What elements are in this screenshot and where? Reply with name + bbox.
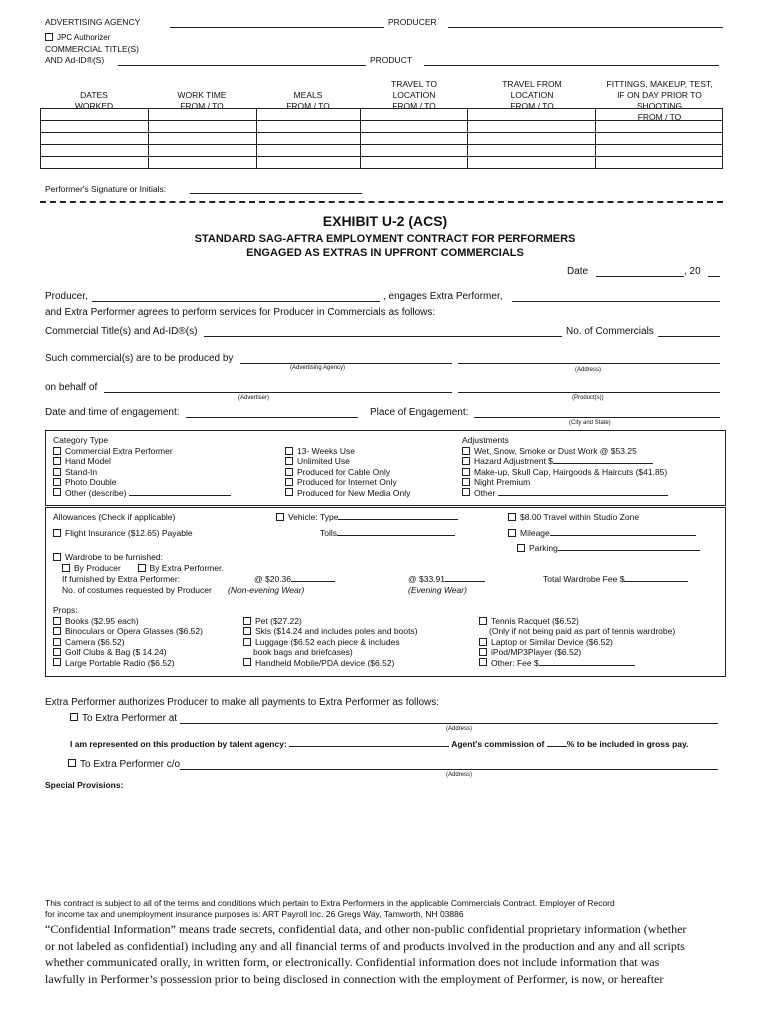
by-producer-checkbox[interactable]: [62, 564, 70, 572]
prop-item[interactable]: Laptop or Similar Device ($6.52): [479, 637, 675, 647]
checkbox[interactable]: [285, 478, 293, 486]
header-work-time: WORK TIME FROM / TO: [177, 90, 227, 111]
checkbox[interactable]: [479, 617, 487, 625]
travel-zone-row[interactable]: $8.00 Travel within Studio Zone: [508, 512, 639, 522]
table-row[interactable]: [41, 133, 723, 145]
signature-field[interactable]: [190, 193, 362, 194]
rate2-field[interactable]: [445, 581, 485, 582]
product-label: PRODUCT: [370, 55, 413, 65]
props-list-3: [479, 616, 675, 668]
table-row[interactable]: [41, 145, 723, 157]
commercial-adid-label: Commercial Title(s) and Ad-ID®(s): [45, 326, 198, 337]
adjustment-item[interactable]: Other: [462, 488, 668, 498]
tolls-field[interactable]: [337, 535, 455, 536]
prop-item[interactable]: Golf Clubs & Bag ($ 14.24): [53, 647, 203, 657]
prop-item[interactable]: Other: Fee $: [479, 658, 675, 668]
address-caption-2: (Address): [446, 772, 473, 778]
category-item[interactable]: Commercial Extra Performer: [53, 446, 231, 456]
commission-field[interactable]: [547, 746, 567, 747]
confidential-line-3: whether communicated orally, in written form, or electronically. Confidential information does not include information that was: [45, 955, 660, 969]
mileage-checkbox[interactable]: [508, 529, 516, 537]
category-item[interactable]: Stand-In: [53, 467, 231, 477]
header-travel-to: TRAVEL TO LOCATION FROM / TO: [391, 79, 437, 111]
usage-item[interactable]: Unlimited Use: [285, 456, 410, 466]
address-caption: (Address): [575, 367, 602, 373]
props-list-2: [243, 616, 418, 668]
jpc-label: JPC Authorizer: [57, 33, 111, 42]
rate1-row[interactable]: @ $20.36: [254, 574, 335, 584]
to-extra-at-field[interactable]: [180, 723, 718, 724]
address-caption-1: (Address): [446, 726, 473, 732]
no-commercials-label: No. of Commercials: [566, 326, 654, 337]
agency-address-field[interactable]: [458, 363, 720, 364]
talent-agency-field[interactable]: [289, 746, 449, 747]
mileage-row[interactable]: Mileage: [508, 528, 696, 538]
adjustment-item[interactable]: Hazard Adjustment $: [462, 456, 668, 466]
contract-subtitle-2: ENGAGED AS EXTRAS IN UPFRONT COMMERCIALS: [246, 247, 524, 259]
commercial-title-label: COMMERCIAL TITLE(S): [45, 44, 139, 54]
allowances-title: Allowances (Check if applicable): [53, 512, 176, 522]
header-travel-from: TRAVEL FROM LOCATION FROM / TO: [502, 79, 562, 111]
total-wardrobe-row[interactable]: Total Wardrobe Fee $: [543, 574, 688, 584]
other-adjustment-field[interactable]: [498, 495, 668, 496]
wardrobe-row[interactable]: Wardrobe to be furnished:: [53, 552, 163, 562]
prop-item[interactable]: Binoculars or Opera Glasses ($6.52): [53, 626, 203, 636]
category-title: Category Type: [53, 435, 109, 445]
usage-list: [285, 446, 410, 498]
prop-item-cont: book bags and briefcases): [253, 647, 353, 658]
checkbox[interactable]: [53, 478, 61, 486]
agrees-text: and Extra Performer agrees to perform services for Producer in Commercials as follows:: [45, 307, 436, 318]
producer-name-field[interactable]: [92, 301, 380, 302]
place-field[interactable]: [474, 417, 720, 418]
confidential-line-4: lawfully in Performer’s possession prior to being disclosed in connection with the employment of Performer, is now, or hereafter: [45, 972, 664, 986]
adjustments-title: Adjustments: [462, 435, 509, 445]
product-field[interactable]: [424, 65, 719, 66]
confidential-line-2: or not labeled as confidential) including any and all financial terms of and products involved in the production and any and all scripts: [45, 939, 685, 953]
no-commercials-field[interactable]: [658, 336, 720, 337]
travel-zone-checkbox[interactable]: [508, 513, 516, 521]
checkbox[interactable]: [53, 447, 61, 455]
date-label: Date: [567, 266, 589, 277]
terms-text-2: for income tax and unemployment insurance purposes is: ART Payroll Inc. 26 Gregs Way, Tamworth, NH 03886: [45, 909, 464, 919]
agency-label: ADVERTISING AGENCY: [45, 17, 141, 27]
advertiser-field[interactable]: [104, 392, 452, 393]
prop-item[interactable]: Pet ($27.22): [243, 616, 418, 626]
produced-by-field[interactable]: [240, 363, 452, 364]
checkbox[interactable]: [285, 468, 293, 476]
table-row[interactable]: [41, 157, 723, 169]
header-meals: MEALS FROM / TO: [286, 90, 330, 111]
checkbox[interactable]: [53, 468, 61, 476]
products-caption: (Product(s)): [572, 395, 604, 401]
rate1-caption: (Non-evening Wear): [228, 585, 305, 595]
checkbox[interactable]: [462, 447, 470, 455]
checkbox[interactable]: [243, 658, 251, 666]
produced-by-label: Such commercial(s) are to be produced by: [45, 353, 234, 364]
header-dates: DATES WORKED: [74, 90, 114, 111]
signature-label: Performer's Signature or Initials:: [45, 184, 167, 194]
hazard-amount-field[interactable]: [553, 463, 653, 464]
parking-field[interactable]: [558, 550, 700, 551]
parking-row[interactable]: Parking: [517, 543, 700, 553]
products-field[interactable]: [458, 392, 720, 393]
authorizes-text: Extra Performer authorizes Producer to make all payments to Extra Performer as follows:: [45, 697, 440, 708]
flight-checkbox[interactable]: [53, 529, 61, 537]
date-year-label: , 20: [684, 266, 701, 277]
props-list-1: [53, 616, 203, 668]
checkbox[interactable]: [462, 478, 470, 486]
producer-name-label: Producer,: [45, 291, 88, 302]
usage-item[interactable]: Produced for Cable Only: [285, 467, 410, 477]
prop-item[interactable]: Luggage ($6.52 each piece & includes: [243, 637, 418, 647]
mileage-field[interactable]: [550, 535, 696, 536]
flight-row[interactable]: Flight Insurance ($12.65) Payable: [53, 528, 193, 538]
tolls-row[interactable]: Tolls: [320, 528, 455, 538]
checkbox[interactable]: [243, 627, 251, 635]
work-time-table: [40, 108, 723, 169]
to-extra-at-row[interactable]: To Extra Performer at: [70, 713, 177, 724]
wardrobe-checkbox[interactable]: [53, 553, 61, 561]
advertiser-caption: (Advertiser): [238, 395, 270, 401]
checkbox[interactable]: [462, 457, 470, 465]
checkbox[interactable]: [53, 658, 61, 666]
checkbox[interactable]: [285, 447, 293, 455]
producer-field[interactable]: [448, 27, 723, 28]
date-field[interactable]: [596, 276, 684, 277]
checkbox[interactable]: [53, 638, 61, 646]
prop-item[interactable]: Skis ($14.24 and includes poles and boots): [243, 626, 418, 636]
vehicle-checkbox[interactable]: [276, 513, 284, 521]
adjustments-list: [462, 446, 668, 498]
prop-item[interactable]: Camera ($6.52): [53, 637, 203, 647]
advertising-agency-caption: (Advertising Agency): [290, 365, 346, 371]
jpc-checkbox[interactable]: [45, 33, 53, 41]
category-list: [53, 446, 231, 498]
commercial-adid-field[interactable]: [204, 336, 562, 337]
if-furnished-label: If furnished by Extra Performer:: [62, 574, 181, 584]
usage-item[interactable]: Produced for New Media Only: [285, 488, 410, 498]
usage-item[interactable]: 13- Weeks Use: [285, 446, 410, 456]
checkbox[interactable]: [479, 658, 487, 666]
no-costumes-label: No. of costumes requested by Producer: [62, 585, 212, 595]
checkbox[interactable]: [462, 468, 470, 476]
header-fittings: FITTINGS, MAKEUP, TEST, IF ON DAY PRIOR TO SHOOTING FROM / TO: [606, 79, 713, 122]
vehicle-type-field[interactable]: [338, 519, 458, 520]
checkbox[interactable]: [53, 627, 61, 635]
checkbox[interactable]: [479, 638, 487, 646]
category-item[interactable]: Other (describe): [53, 488, 231, 498]
checkbox[interactable]: [243, 617, 251, 625]
by-extra-checkbox[interactable]: [138, 564, 146, 572]
prop-item[interactable]: iPod/MP3Player ($6.52): [479, 647, 675, 657]
engagement-label: Date and time of engagement:: [45, 407, 180, 418]
table-row[interactable]: [41, 109, 723, 121]
terms-text-1: This contract is subject to all of the terms and conditions which pertain to Extra Performers in the applicable Commercials Contract. Employer of Record: [45, 898, 615, 908]
year-field[interactable]: [708, 276, 720, 277]
checkbox[interactable]: [243, 638, 251, 646]
rate2-caption: (Evening Wear): [408, 585, 467, 595]
producer-label: PRODUCER: [388, 17, 437, 27]
adjustment-item[interactable]: Wet, Snow, Smoke or Dust Work @ $53.25: [462, 446, 668, 456]
props-title: Props:: [53, 605, 78, 615]
commercial-title-field[interactable]: [118, 65, 366, 66]
on-behalf-label: on behalf of: [45, 382, 98, 393]
confidential-line-1: “Confidential Information” means trade secrets, confidential data, and other non-public confidential proprietary information (whether: [45, 922, 687, 936]
by-extra-label: By Extra Performer.: [149, 563, 224, 573]
rate2-row[interactable]: @ $33.91: [408, 574, 485, 584]
adid-label: AND Ad-ID®(S): [45, 55, 105, 65]
extra-performer-field[interactable]: [512, 301, 720, 302]
checkbox[interactable]: [53, 457, 61, 465]
adjustment-item[interactable]: Night Premium: [462, 477, 668, 487]
contract-title: EXHIBIT U-2 (ACS): [322, 213, 448, 229]
checkbox[interactable]: [479, 648, 487, 656]
parking-checkbox[interactable]: [517, 544, 525, 552]
engages-label: , engages Extra Performer,: [383, 291, 503, 302]
category-item[interactable]: Hand Model: [53, 456, 231, 466]
other-fee-field[interactable]: [539, 665, 635, 666]
represented-row: I am represented on this production by talent agency: Agent's commission of % to be included in gross pay.: [70, 739, 689, 749]
engagement-field[interactable]: [186, 417, 358, 418]
checkbox[interactable]: [53, 617, 61, 625]
checkbox[interactable]: [462, 488, 470, 496]
total-wardrobe-field[interactable]: [624, 581, 688, 582]
furnished-by-row: [62, 563, 224, 573]
vehicle-row[interactable]: Vehicle: Type: [276, 512, 458, 522]
prop-item[interactable]: Large Portable Radio ($6.52): [53, 658, 203, 668]
checkbox[interactable]: [285, 488, 293, 496]
to-extra-co-row[interactable]: To Extra Performer c/o: [68, 759, 180, 770]
to-extra-at-checkbox[interactable]: [70, 713, 78, 721]
place-label: Place of Engagement:: [370, 407, 469, 418]
cut-line: [40, 201, 723, 203]
agency-field[interactable]: [170, 27, 384, 28]
adjustment-item[interactable]: Make-up, Skull Cap, Hairgoods & Haircuts ($41.85): [462, 467, 668, 477]
other-describe-field[interactable]: [129, 495, 231, 496]
rate1-field[interactable]: [291, 581, 335, 582]
contract-subtitle-1: STANDARD SAG-AFTRA EMPLOYMENT CONTRACT FOR PERFORMERS: [194, 233, 576, 245]
by-producer-label: By Producer: [74, 563, 121, 573]
checkbox[interactable]: [53, 488, 61, 496]
prop-item-note: (Only if not being paid as part of tennis wardrobe): [489, 626, 676, 637]
checkbox[interactable]: [53, 648, 61, 656]
usage-item[interactable]: Produced for Internet Only: [285, 477, 410, 487]
city-state-caption: (City and State): [569, 420, 611, 426]
table-row[interactable]: [41, 121, 723, 133]
to-extra-co-checkbox[interactable]: [68, 759, 76, 767]
checkbox[interactable]: [285, 457, 293, 465]
prop-item[interactable]: Handheld Mobile/PDA device ($6.52): [243, 658, 418, 668]
prop-item[interactable]: Books ($2.95 each): [53, 616, 203, 626]
to-extra-co-field[interactable]: [180, 769, 718, 770]
special-provisions-label: Special Provisions:: [45, 780, 124, 790]
category-item[interactable]: Photo Double: [53, 477, 231, 487]
jpc-row: [45, 33, 110, 42]
prop-item[interactable]: Tennis Racquet ($6.52): [479, 616, 675, 626]
